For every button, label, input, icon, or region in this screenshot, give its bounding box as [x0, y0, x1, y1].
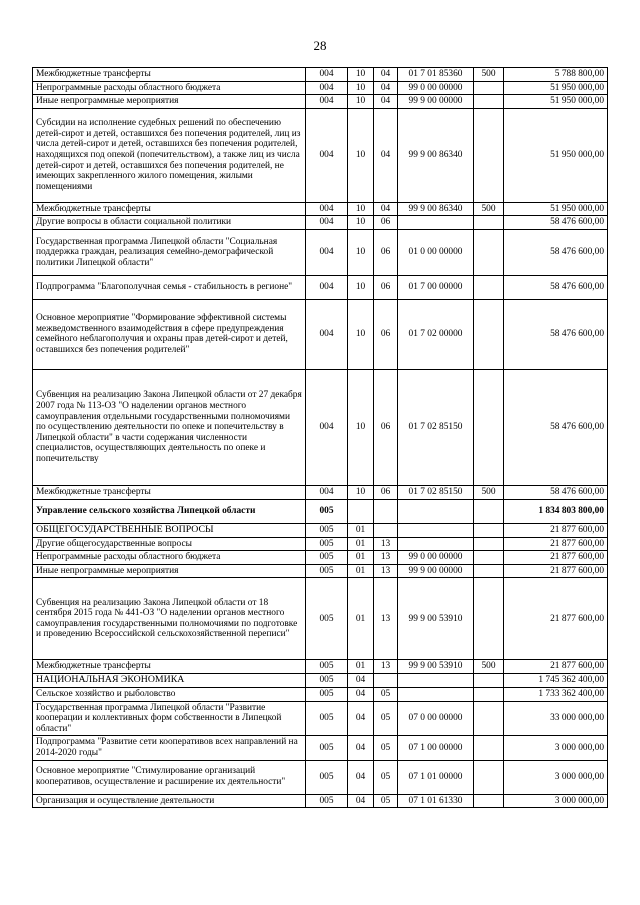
- table-row: [33, 660, 608, 674]
- target-article-code-cell: [398, 537, 474, 551]
- table-row: [33, 369, 608, 485]
- target-article-code-cell: 01 0 00 00000: [398, 229, 474, 275]
- ministry-code-cell: 004: [306, 68, 348, 82]
- target-article-code-cell: 07 1 01 00000: [398, 760, 474, 794]
- expense-type-code-cell: [474, 229, 504, 275]
- ministry-code-cell: 005: [306, 760, 348, 794]
- target-article-code-cell: [398, 499, 474, 523]
- expense-type-code-cell: [474, 537, 504, 551]
- target-article-code-cell: 99 9 00 53910: [398, 660, 474, 674]
- target-article-code-cell: 01 7 02 00000: [398, 299, 474, 369]
- amount-cell: 58 476 600,00: [504, 299, 608, 369]
- expense-type-code-cell: 500: [474, 68, 504, 82]
- item-name-cell: Межбюджетные трансферты: [33, 485, 306, 499]
- amount-cell: 58 476 600,00: [504, 275, 608, 299]
- table-row: [33, 229, 608, 275]
- table-row: [33, 523, 608, 537]
- item-name-cell: Межбюджетные трансферты: [33, 68, 306, 82]
- ministry-code-cell: 004: [306, 95, 348, 109]
- item-name-cell: Другие вопросы в области социальной политики: [33, 216, 306, 230]
- table-row: [33, 794, 608, 808]
- target-article-code-cell: 99 9 00 00000: [398, 95, 474, 109]
- subsection-code-cell: 05: [374, 760, 398, 794]
- section-code-cell: 10: [348, 81, 374, 95]
- item-name-cell: Основное мероприятие "Стимулирование организаций кооперативов, осуществление и расширение их деятельности": [33, 760, 306, 794]
- item-name-cell: Подпрограмма "Развитие сети кооперативов всех направлений на 2014-2020 годы": [33, 736, 306, 760]
- ministry-code-cell: 005: [306, 687, 348, 701]
- target-article-code-cell: 07 0 00 00000: [398, 701, 474, 736]
- expense-type-code-cell: [474, 499, 504, 523]
- subsection-code-cell: [374, 523, 398, 537]
- subsection-code-cell: 04: [374, 108, 398, 202]
- target-article-code-cell: [398, 673, 474, 687]
- budget-table: [32, 67, 608, 808]
- target-article-code-cell: 99 0 00 00000: [398, 551, 474, 565]
- expense-type-code-cell: 500: [474, 202, 504, 216]
- ministry-code-cell: 004: [306, 202, 348, 216]
- target-article-code-cell: [398, 687, 474, 701]
- target-article-code-cell: [398, 216, 474, 230]
- subsection-code-cell: 13: [374, 537, 398, 551]
- expense-type-code-cell: [474, 299, 504, 369]
- expense-type-code-cell: [474, 564, 504, 578]
- table-row: [33, 537, 608, 551]
- subsection-code-cell: 04: [374, 68, 398, 82]
- item-name-cell: Государственная программа Липецкой области "Социальная поддержка граждан, реализация семейно-демографической политики Липецкой области": [33, 229, 306, 275]
- amount-cell: 21 877 600,00: [504, 564, 608, 578]
- subsection-code-cell: [374, 673, 398, 687]
- amount-cell: 21 877 600,00: [504, 578, 608, 660]
- target-article-code-cell: [398, 523, 474, 537]
- section-code-cell: 01: [348, 660, 374, 674]
- ministry-code-cell: 004: [306, 81, 348, 95]
- table-row: [33, 202, 608, 216]
- subsection-code-cell: 05: [374, 794, 398, 808]
- subsection-code-cell: 04: [374, 202, 398, 216]
- table-row: [33, 216, 608, 230]
- amount-cell: 1 834 803 800,00: [504, 499, 608, 523]
- section-code-cell: 04: [348, 701, 374, 736]
- amount-cell: 58 476 600,00: [504, 485, 608, 499]
- expense-type-code-cell: [474, 701, 504, 736]
- ministry-code-cell: 005: [306, 499, 348, 523]
- table-row: [33, 108, 608, 202]
- subsection-code-cell: 05: [374, 701, 398, 736]
- ministry-code-cell: 004: [306, 275, 348, 299]
- item-name-cell: Субсидии на исполнение судебных решений по обеспечению детей-сирот и детей, оставшихся без попечения родителей, лиц из числа детей-сирот и детей, оставшихся без попечения родителей, находящихся под опекой (попечительством), а также лиц из числа детей-сирот и детей, оставшихся без попечения родителей, не имеющих закрепленного жилого помещения, жилыми помещениями: [33, 108, 306, 202]
- expense-type-code-cell: 500: [474, 485, 504, 499]
- target-article-code-cell: 99 0 00 00000: [398, 81, 474, 95]
- table-row: [33, 760, 608, 794]
- target-article-code-cell: 01 7 02 85150: [398, 485, 474, 499]
- subsection-code-cell: [374, 499, 398, 523]
- item-name-cell: Межбюджетные трансферты: [33, 202, 306, 216]
- subsection-code-cell: 13: [374, 578, 398, 660]
- item-name-cell: Иные непрограммные мероприятия: [33, 95, 306, 109]
- budget-table-body: [33, 68, 608, 808]
- target-article-code-cell: 99 9 00 00000: [398, 564, 474, 578]
- subsection-code-cell: 06: [374, 229, 398, 275]
- section-code-cell: 01: [348, 564, 374, 578]
- ministry-code-cell: 004: [306, 485, 348, 499]
- expense-type-code-cell: [474, 81, 504, 95]
- subsection-code-cell: 13: [374, 660, 398, 674]
- section-code-cell: 10: [348, 369, 374, 485]
- subsection-code-cell: 06: [374, 216, 398, 230]
- section-code-cell: 04: [348, 760, 374, 794]
- table-row: [33, 564, 608, 578]
- target-article-code-cell: 01 7 02 85150: [398, 369, 474, 485]
- expense-type-code-cell: [474, 673, 504, 687]
- subsection-code-cell: 06: [374, 369, 398, 485]
- ministry-code-cell: 004: [306, 369, 348, 485]
- amount-cell: 21 877 600,00: [504, 551, 608, 565]
- expense-type-code-cell: [474, 275, 504, 299]
- ministry-code-cell: 004: [306, 299, 348, 369]
- section-code-cell: 10: [348, 68, 374, 82]
- section-code-cell: 04: [348, 794, 374, 808]
- amount-cell: 1 733 362 400,00: [504, 687, 608, 701]
- item-name-cell: Другие общегосударственные вопросы: [33, 537, 306, 551]
- item-name-cell: НАЦИОНАЛЬНАЯ ЭКОНОМИКА: [33, 673, 306, 687]
- target-article-code-cell: 99 9 00 53910: [398, 578, 474, 660]
- target-article-code-cell: 07 1 00 00000: [398, 736, 474, 760]
- expense-type-code-cell: [474, 108, 504, 202]
- table-row: [33, 299, 608, 369]
- item-name-cell: Субвенция на реализацию Закона Липецкой области от 18 сентября 2015 года № 441-ОЗ "О наделении органов местного самоуправления государственными полномочиями по подготовке и проведению Всероссийской сельскохозяйственной переписи": [33, 578, 306, 660]
- amount-cell: 21 877 600,00: [504, 523, 608, 537]
- amount-cell: 33 000 000,00: [504, 701, 608, 736]
- subsection-code-cell: 04: [374, 81, 398, 95]
- item-name-cell: ОБЩЕГОСУДАРСТВЕННЫЕ ВОПРОСЫ: [33, 523, 306, 537]
- amount-cell: 58 476 600,00: [504, 369, 608, 485]
- table-row: [33, 736, 608, 760]
- amount-cell: 5 788 800,00: [504, 68, 608, 82]
- expense-type-code-cell: [474, 794, 504, 808]
- section-code-cell: 10: [348, 229, 374, 275]
- item-name-cell: Непрограммные расходы областного бюджета: [33, 551, 306, 565]
- ministry-code-cell: 005: [306, 701, 348, 736]
- item-name-cell: Субвенция на реализацию Закона Липецкой области от 27 декабря 2007 года № 113-ОЗ "О наделении органов местного самоуправления отдельными государственными полномочиями по осуществлению деятельности по опеке и попечительству в Липецкой области" в части содержания численности специалистов, осуществляющих деятельность по опеке и попечительству: [33, 369, 306, 485]
- section-code-cell: 01: [348, 578, 374, 660]
- ministry-code-cell: 005: [306, 523, 348, 537]
- item-name-cell: Государственная программа Липецкой области "Развитие кооперации и коллективных форм собственности в Липецкой области": [33, 701, 306, 736]
- amount-cell: 51 950 000,00: [504, 202, 608, 216]
- amount-cell: 3 000 000,00: [504, 760, 608, 794]
- amount-cell: 3 000 000,00: [504, 794, 608, 808]
- target-article-code-cell: 01 7 00 00000: [398, 275, 474, 299]
- amount-cell: 21 877 600,00: [504, 660, 608, 674]
- item-name-cell: Непрограммные расходы областного бюджета: [33, 81, 306, 95]
- table-row: [33, 701, 608, 736]
- amount-cell: 58 476 600,00: [504, 229, 608, 275]
- target-article-code-cell: 01 7 01 85360: [398, 68, 474, 82]
- subsection-code-cell: 05: [374, 687, 398, 701]
- ministry-code-cell: 005: [306, 794, 348, 808]
- section-code-cell: 01: [348, 537, 374, 551]
- section-code-cell: 04: [348, 687, 374, 701]
- target-article-code-cell: 99 9 00 86340: [398, 202, 474, 216]
- expense-type-code-cell: [474, 760, 504, 794]
- subsection-code-cell: 05: [374, 736, 398, 760]
- page-number: 28: [313, 38, 327, 53]
- expense-type-code-cell: [474, 216, 504, 230]
- expense-type-code-cell: [474, 369, 504, 485]
- subsection-code-cell: 04: [374, 95, 398, 109]
- table-row: [33, 578, 608, 660]
- ministry-code-cell: 005: [306, 564, 348, 578]
- subsection-code-cell: 06: [374, 299, 398, 369]
- ministry-code-cell: 005: [306, 736, 348, 760]
- table-row: [33, 81, 608, 95]
- expense-type-code-cell: [474, 95, 504, 109]
- target-article-code-cell: 07 1 01 61330: [398, 794, 474, 808]
- section-code-cell: [348, 499, 374, 523]
- table-row: [33, 68, 608, 82]
- item-name-cell: Основное мероприятие "Формирование эффективной системы межведомственного взаимодействия в сфере предупреждения семейного неблагополучия и охраны прав детей-сирот и детей, оставшихся без попечения родителей": [33, 299, 306, 369]
- ministry-code-cell: 005: [306, 551, 348, 565]
- section-code-cell: 10: [348, 108, 374, 202]
- amount-cell: 51 950 000,00: [504, 108, 608, 202]
- subsection-code-cell: 13: [374, 564, 398, 578]
- amount-cell: 58 476 600,00: [504, 216, 608, 230]
- ministry-code-cell: 004: [306, 229, 348, 275]
- table-row: [33, 485, 608, 499]
- amount-cell: 51 950 000,00: [504, 95, 608, 109]
- table-row: [33, 95, 608, 109]
- item-name-cell: Управление сельского хозяйства Липецкой области: [33, 499, 306, 523]
- table-row: [33, 687, 608, 701]
- ministry-code-cell: 005: [306, 660, 348, 674]
- item-name-cell: Подпрограмма "Благополучная семья - стабильность в регионе": [33, 275, 306, 299]
- expense-type-code-cell: [474, 687, 504, 701]
- section-code-cell: 10: [348, 216, 374, 230]
- table-row: [33, 551, 608, 565]
- expense-type-code-cell: [474, 551, 504, 565]
- section-code-cell: 10: [348, 275, 374, 299]
- item-name-cell: Межбюджетные трансферты: [33, 660, 306, 674]
- item-name-cell: Иные непрограммные мероприятия: [33, 564, 306, 578]
- section-code-cell: 10: [348, 202, 374, 216]
- amount-cell: 1 745 362 400,00: [504, 673, 608, 687]
- table-row: [33, 673, 608, 687]
- section-code-cell: 10: [348, 485, 374, 499]
- amount-cell: 51 950 000,00: [504, 81, 608, 95]
- table-row: [33, 499, 608, 523]
- section-code-cell: 01: [348, 523, 374, 537]
- section-code-cell: 10: [348, 299, 374, 369]
- target-article-code-cell: 99 9 00 86340: [398, 108, 474, 202]
- amount-cell: 21 877 600,00: [504, 537, 608, 551]
- ministry-code-cell: 005: [306, 578, 348, 660]
- expense-type-code-cell: 500: [474, 660, 504, 674]
- subsection-code-cell: 06: [374, 275, 398, 299]
- section-code-cell: 04: [348, 673, 374, 687]
- ministry-code-cell: 004: [306, 108, 348, 202]
- amount-cell: 3 000 000,00: [504, 736, 608, 760]
- subsection-code-cell: 06: [374, 485, 398, 499]
- item-name-cell: Организация и осуществление деятельности: [33, 794, 306, 808]
- expense-type-code-cell: [474, 523, 504, 537]
- section-code-cell: 01: [348, 551, 374, 565]
- ministry-code-cell: 005: [306, 537, 348, 551]
- expense-type-code-cell: [474, 578, 504, 660]
- section-code-cell: 10: [348, 95, 374, 109]
- ministry-code-cell: 005: [306, 673, 348, 687]
- expense-type-code-cell: [474, 736, 504, 760]
- ministry-code-cell: 004: [306, 216, 348, 230]
- section-code-cell: 04: [348, 736, 374, 760]
- table-row: [33, 275, 608, 299]
- item-name-cell: Сельское хозяйство и рыболовство: [33, 687, 306, 701]
- subsection-code-cell: 13: [374, 551, 398, 565]
